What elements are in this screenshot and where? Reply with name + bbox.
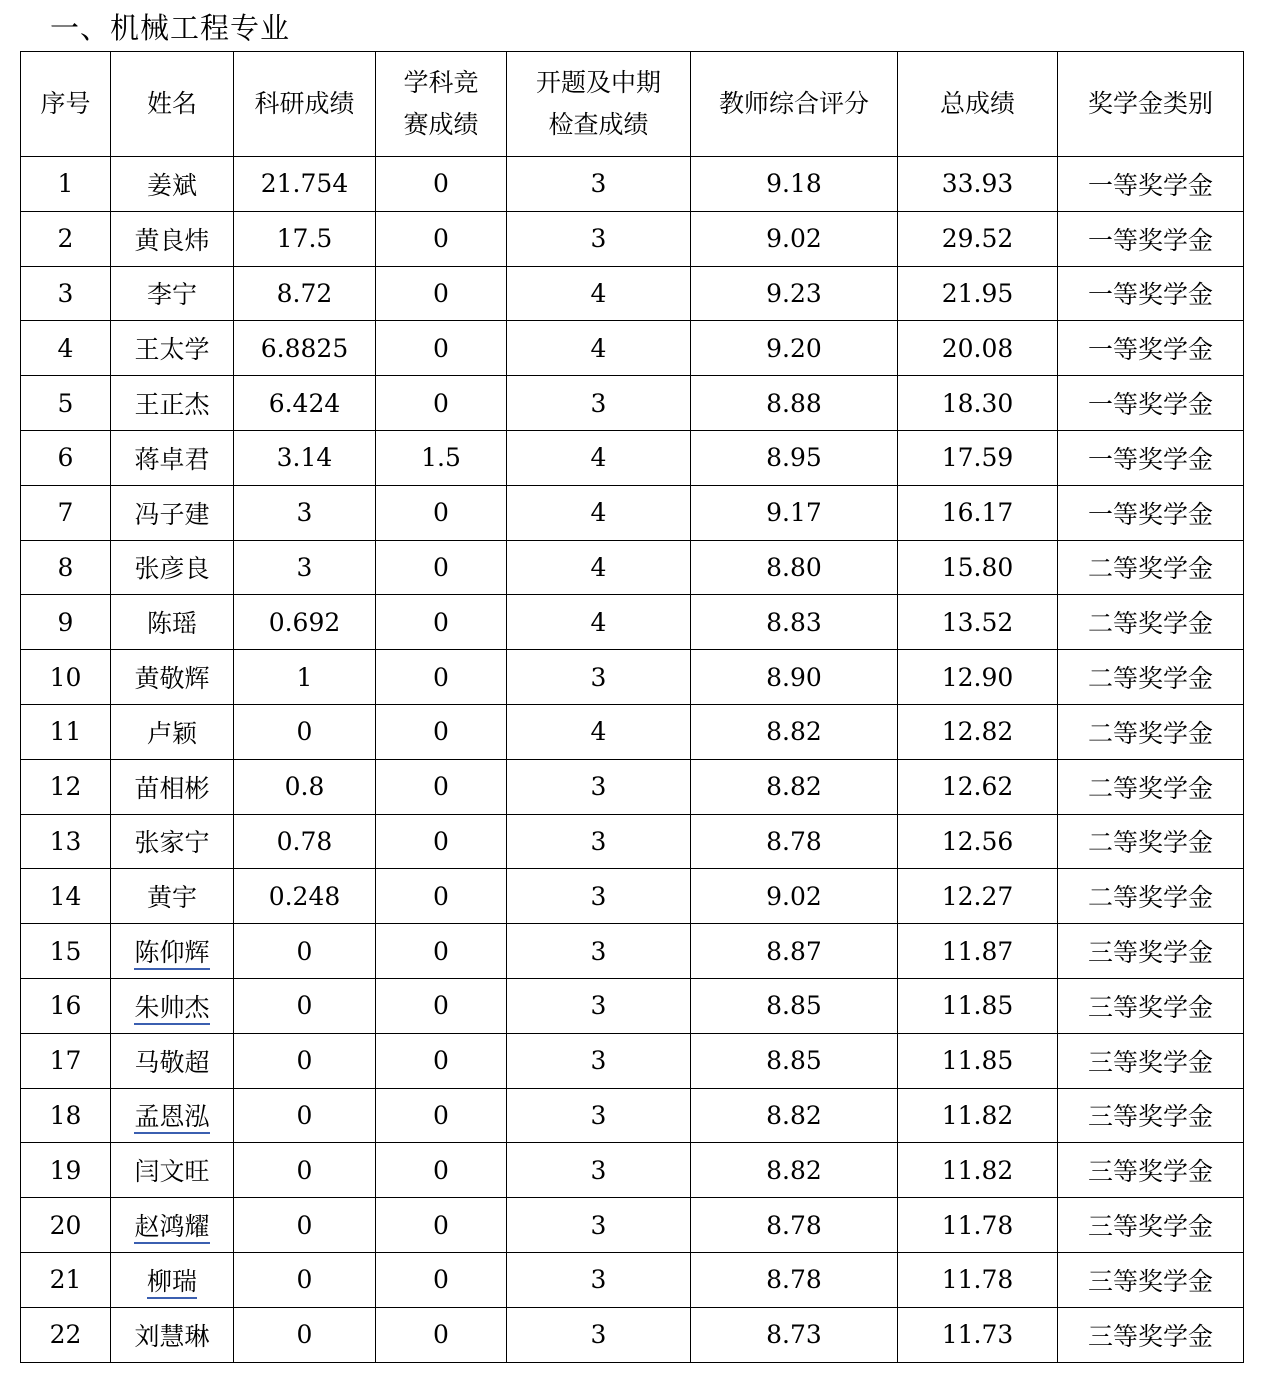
student-name: 黄良炜	[134, 225, 210, 255]
cell-name	[111, 869, 234, 924]
cell-teacher: 8.85	[691, 978, 898, 1033]
table-row	[21, 759, 1244, 814]
student-name: 黄敬辉	[134, 664, 210, 694]
cell-award: 三等奖学金	[1058, 1252, 1244, 1307]
cell-no: 21	[21, 1252, 111, 1307]
cell-award: 三等奖学金	[1058, 1307, 1244, 1362]
student-name: 冯子建	[134, 499, 210, 529]
cell-research: 6.8825	[234, 321, 376, 376]
cell-midterm: 3	[507, 869, 691, 924]
table-row	[21, 211, 1244, 266]
cell-research: 0	[234, 1143, 376, 1198]
table-row	[21, 540, 1244, 595]
cell-competition: 0	[376, 759, 507, 814]
table-row	[21, 321, 1244, 376]
cell-no: 10	[21, 650, 111, 705]
cell-competition: 0	[376, 595, 507, 650]
cell-teacher: 8.78	[691, 1252, 898, 1307]
student-name: 马敬超	[134, 1047, 210, 1077]
cell-total: 11.78	[898, 1198, 1058, 1253]
cell-teacher: 8.78	[691, 814, 898, 869]
cell-total: 16.17	[898, 485, 1058, 540]
cell-name	[111, 157, 234, 212]
cell-midterm: 3	[507, 650, 691, 705]
header-research: 科研成绩	[234, 52, 376, 157]
student-name: 王正杰	[134, 390, 210, 420]
cell-research: 0.248	[234, 869, 376, 924]
cell-teacher: 8.82	[691, 759, 898, 814]
header-award: 奖学金类别	[1058, 52, 1244, 157]
cell-competition: 0	[376, 485, 507, 540]
cell-midterm: 4	[507, 540, 691, 595]
cell-award: 三等奖学金	[1058, 1088, 1244, 1143]
table-row	[21, 376, 1244, 431]
cell-midterm: 3	[507, 1198, 691, 1253]
cell-teacher: 8.83	[691, 595, 898, 650]
cell-competition: 0	[376, 978, 507, 1033]
table-row	[21, 1198, 1244, 1253]
cell-midterm: 4	[507, 595, 691, 650]
cell-no: 15	[21, 924, 111, 979]
cell-total: 12.56	[898, 814, 1058, 869]
cell-award: 二等奖学金	[1058, 704, 1244, 759]
cell-no: 14	[21, 869, 111, 924]
cell-midterm: 3	[507, 157, 691, 212]
cell-total: 11.73	[898, 1307, 1058, 1362]
cell-name	[111, 759, 234, 814]
cell-teacher: 8.82	[691, 1143, 898, 1198]
cell-award: 一等奖学金	[1058, 376, 1244, 431]
cell-award: 三等奖学金	[1058, 1033, 1244, 1088]
cell-no: 1	[21, 157, 111, 212]
header-midterm-line2: 检查成绩	[548, 110, 649, 139]
cell-competition: 0	[376, 1198, 507, 1253]
cell-competition: 0	[376, 540, 507, 595]
cell-midterm: 3	[507, 211, 691, 266]
student-name: 蒋卓君	[134, 444, 210, 474]
cell-midterm: 3	[507, 978, 691, 1033]
cell-midterm: 4	[507, 430, 691, 485]
table-row	[21, 1252, 1244, 1307]
cell-award: 三等奖学金	[1058, 978, 1244, 1033]
cell-award: 二等奖学金	[1058, 595, 1244, 650]
cell-teacher: 8.87	[691, 924, 898, 979]
cell-teacher: 8.95	[691, 430, 898, 485]
cell-teacher: 9.17	[691, 485, 898, 540]
table-row	[21, 1143, 1244, 1198]
cell-competition: 0	[376, 157, 507, 212]
cell-name	[111, 321, 234, 376]
table-row	[21, 704, 1244, 759]
cell-competition: 0	[376, 1088, 507, 1143]
cell-award: 二等奖学金	[1058, 814, 1244, 869]
cell-research: 3.14	[234, 430, 376, 485]
cell-total: 12.82	[898, 704, 1058, 759]
cell-name	[111, 266, 234, 321]
student-name: 张家宁	[134, 828, 210, 858]
cell-competition: 0	[376, 814, 507, 869]
section-title: 一、机械工程专业	[50, 11, 291, 45]
cell-research: 0	[234, 1033, 376, 1088]
cell-no: 2	[21, 211, 111, 266]
student-name: 黄宇	[146, 883, 197, 913]
header-row	[21, 52, 1244, 157]
student-name: 刘慧琳	[134, 1321, 210, 1351]
student-name: 陈瑶	[146, 609, 197, 639]
cell-no: 20	[21, 1198, 111, 1253]
table-row	[21, 869, 1244, 924]
cell-name	[111, 704, 234, 759]
cell-name	[111, 595, 234, 650]
cell-competition: 0	[376, 924, 507, 979]
cell-teacher: 9.02	[691, 211, 898, 266]
cell-total: 12.27	[898, 869, 1058, 924]
cell-no: 8	[21, 540, 111, 595]
cell-total: 33.93	[898, 157, 1058, 212]
cell-award: 三等奖学金	[1058, 1198, 1244, 1253]
cell-teacher: 8.88	[691, 376, 898, 431]
cell-no: 18	[21, 1088, 111, 1143]
student-name: 孟恩泓	[134, 1102, 209, 1134]
cell-award: 一等奖学金	[1058, 211, 1244, 266]
cell-name	[111, 978, 234, 1033]
cell-total: 29.52	[898, 211, 1058, 266]
table-row	[21, 595, 1244, 650]
cell-no: 4	[21, 321, 111, 376]
cell-award: 二等奖学金	[1058, 540, 1244, 595]
table-body	[21, 157, 1244, 1363]
cell-midterm: 3	[507, 1088, 691, 1143]
cell-name	[111, 1198, 234, 1253]
student-name: 柳瑞	[147, 1267, 197, 1299]
cell-research: 3	[234, 485, 376, 540]
cell-competition: 0	[376, 321, 507, 376]
table-row	[21, 157, 1244, 212]
cell-name	[111, 1143, 234, 1198]
cell-name	[111, 1033, 234, 1088]
cell-no: 5	[21, 376, 111, 431]
cell-name	[111, 485, 234, 540]
table-row	[21, 1307, 1244, 1362]
cell-teacher: 8.85	[691, 1033, 898, 1088]
cell-midterm: 3	[507, 1252, 691, 1307]
cell-name	[111, 540, 234, 595]
cell-midterm: 3	[507, 1033, 691, 1088]
cell-competition: 0	[376, 376, 507, 431]
cell-teacher: 8.90	[691, 650, 898, 705]
cell-midterm: 4	[507, 321, 691, 376]
cell-teacher: 8.73	[691, 1307, 898, 1362]
cell-research: 0	[234, 1252, 376, 1307]
cell-award: 一等奖学金	[1058, 430, 1244, 485]
cell-midterm: 3	[507, 1143, 691, 1198]
cell-award: 一等奖学金	[1058, 485, 1244, 540]
cell-research: 0	[234, 978, 376, 1033]
cell-competition: 0	[376, 211, 507, 266]
table-row	[21, 485, 1244, 540]
student-name: 朱帅杰	[134, 993, 209, 1025]
cell-teacher: 9.20	[691, 321, 898, 376]
cell-research: 0	[234, 1088, 376, 1143]
cell-total: 12.90	[898, 650, 1058, 705]
cell-no: 6	[21, 430, 111, 485]
cell-award: 二等奖学金	[1058, 759, 1244, 814]
header-midterm	[507, 52, 691, 157]
student-name: 王太学	[134, 335, 210, 365]
cell-name	[111, 1307, 234, 1362]
cell-total: 11.85	[898, 978, 1058, 1033]
cell-competition: 0	[376, 650, 507, 705]
cell-competition: 0	[376, 1033, 507, 1088]
cell-no: 3	[21, 266, 111, 321]
cell-total: 20.08	[898, 321, 1058, 376]
cell-competition: 0	[376, 1143, 507, 1198]
header-no: 序号	[21, 52, 111, 157]
cell-no: 11	[21, 704, 111, 759]
cell-research: 0.692	[234, 595, 376, 650]
cell-total: 21.95	[898, 266, 1058, 321]
header-competition	[376, 52, 507, 157]
cell-teacher: 8.80	[691, 540, 898, 595]
table-row	[21, 978, 1244, 1033]
cell-no: 16	[21, 978, 111, 1033]
cell-research: 1	[234, 650, 376, 705]
student-name: 李宁	[146, 280, 197, 310]
cell-midterm: 3	[507, 924, 691, 979]
student-name: 苗相彬	[134, 773, 210, 803]
header-competition-line1: 学科竞	[403, 68, 479, 97]
cell-no: 22	[21, 1307, 111, 1362]
cell-competition: 0	[376, 869, 507, 924]
cell-no: 17	[21, 1033, 111, 1088]
cell-midterm: 4	[507, 485, 691, 540]
cell-name	[111, 430, 234, 485]
cell-midterm: 3	[507, 759, 691, 814]
cell-teacher: 8.78	[691, 1198, 898, 1253]
cell-award: 一等奖学金	[1058, 157, 1244, 212]
cell-research: 8.72	[234, 266, 376, 321]
cell-name	[111, 924, 234, 979]
table-row	[21, 1033, 1244, 1088]
cell-competition: 0	[376, 704, 507, 759]
cell-research: 0.8	[234, 759, 376, 814]
cell-award: 一等奖学金	[1058, 266, 1244, 321]
cell-name	[111, 1252, 234, 1307]
header-midterm-line1: 开题及中期	[535, 68, 661, 97]
cell-no: 13	[21, 814, 111, 869]
cell-total: 11.82	[898, 1143, 1058, 1198]
cell-name	[111, 376, 234, 431]
cell-total: 13.52	[898, 595, 1058, 650]
cell-no: 12	[21, 759, 111, 814]
cell-midterm: 3	[507, 376, 691, 431]
cell-award: 三等奖学金	[1058, 924, 1244, 979]
cell-research: 3	[234, 540, 376, 595]
table-row	[21, 1088, 1244, 1143]
header-name: 姓名	[111, 52, 234, 157]
cell-award: 三等奖学金	[1058, 1143, 1244, 1198]
cell-no: 9	[21, 595, 111, 650]
cell-total: 11.87	[898, 924, 1058, 979]
cell-research: 6.424	[234, 376, 376, 431]
cell-total: 11.78	[898, 1252, 1058, 1307]
cell-competition: 0	[376, 1307, 507, 1362]
cell-competition: 1.5	[376, 430, 507, 485]
cell-teacher: 9.23	[691, 266, 898, 321]
cell-no: 7	[21, 485, 111, 540]
cell-total: 17.59	[898, 430, 1058, 485]
cell-name	[111, 650, 234, 705]
cell-award: 一等奖学金	[1058, 321, 1244, 376]
student-name: 闫文旺	[134, 1157, 210, 1187]
cell-name	[111, 814, 234, 869]
cell-name	[111, 211, 234, 266]
cell-teacher: 8.82	[691, 1088, 898, 1143]
cell-competition: 0	[376, 266, 507, 321]
cell-research: 0.78	[234, 814, 376, 869]
cell-teacher: 9.02	[691, 869, 898, 924]
cell-research: 0	[234, 1307, 376, 1362]
cell-competition: 0	[376, 1252, 507, 1307]
cell-award: 二等奖学金	[1058, 869, 1244, 924]
cell-total: 12.62	[898, 759, 1058, 814]
cell-no: 19	[21, 1143, 111, 1198]
header-competition-line2: 赛成绩	[403, 110, 479, 139]
cell-total: 11.82	[898, 1088, 1058, 1143]
cell-research: 21.754	[234, 157, 376, 212]
cell-midterm: 4	[507, 266, 691, 321]
cell-award: 二等奖学金	[1058, 650, 1244, 705]
cell-research: 0	[234, 704, 376, 759]
student-name: 张彦良	[134, 554, 210, 584]
cell-total: 11.85	[898, 1033, 1058, 1088]
cell-midterm: 3	[507, 814, 691, 869]
student-name: 赵鸿耀	[134, 1212, 209, 1244]
cell-midterm: 4	[507, 704, 691, 759]
cell-research: 0	[234, 1198, 376, 1253]
header-teacher: 教师综合评分	[691, 52, 898, 157]
cell-research: 17.5	[234, 211, 376, 266]
score-table	[20, 51, 1244, 1363]
student-name: 陈仰辉	[134, 938, 209, 970]
table-row	[21, 814, 1244, 869]
cell-teacher: 9.18	[691, 157, 898, 212]
student-name: 姜斌	[146, 170, 197, 200]
cell-total: 15.80	[898, 540, 1058, 595]
table-row	[21, 430, 1244, 485]
cell-teacher: 8.82	[691, 704, 898, 759]
cell-total: 18.30	[898, 376, 1058, 431]
header-total: 总成绩	[898, 52, 1058, 157]
cell-midterm: 3	[507, 1307, 691, 1362]
table-row	[21, 650, 1244, 705]
cell-name	[111, 1088, 234, 1143]
student-name: 卢颖	[146, 718, 197, 748]
table-row	[21, 924, 1244, 979]
cell-research: 0	[234, 924, 376, 979]
table-row	[21, 266, 1244, 321]
